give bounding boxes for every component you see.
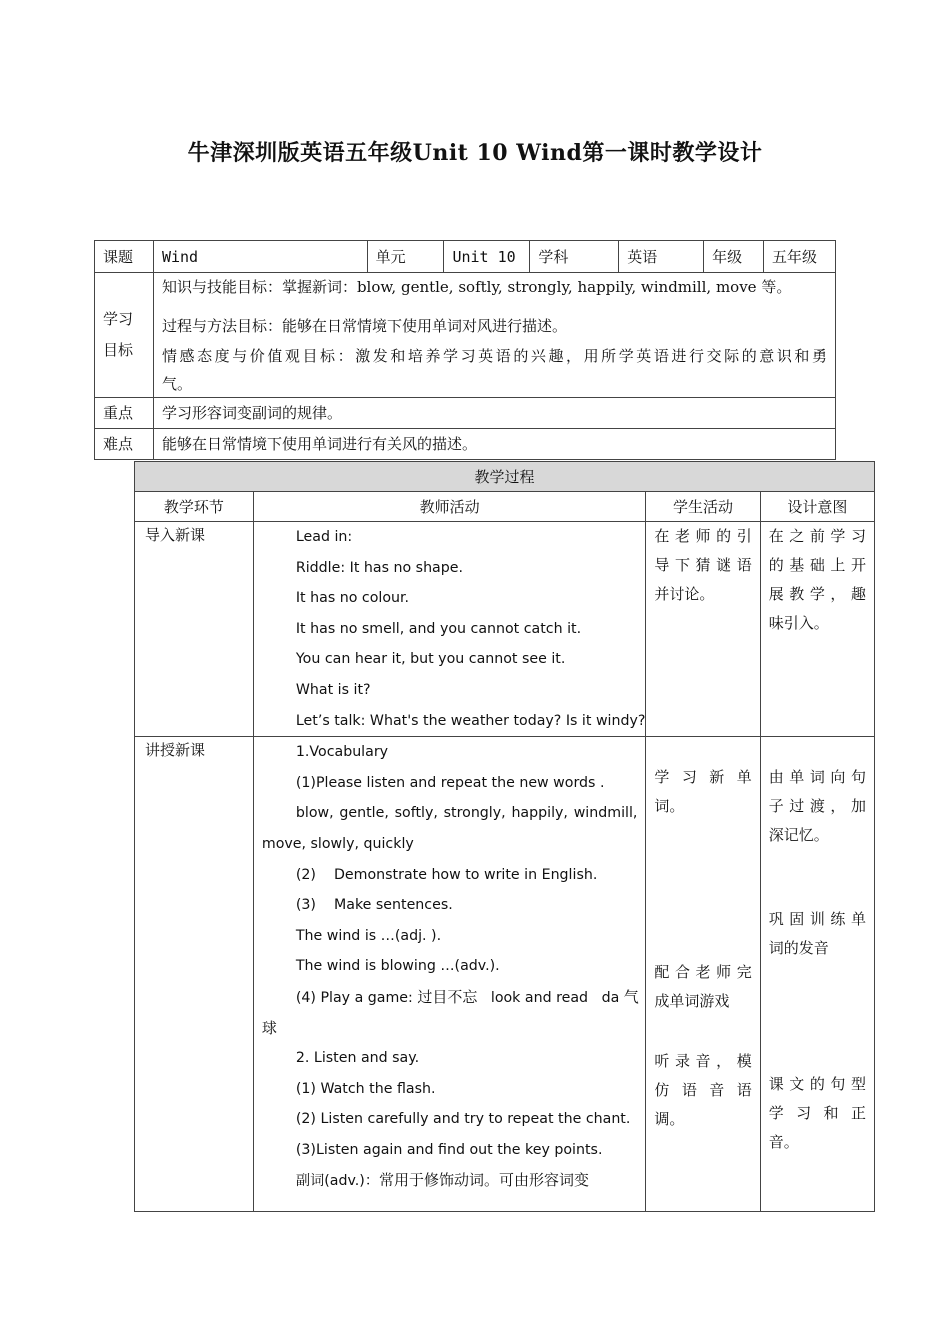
intent-line: 课文的句型 — [768, 1075, 866, 1094]
teacher-line: Riddle: It has no shape. — [295, 559, 463, 576]
subject-value: 英语 — [619, 241, 704, 273]
teacher-line: It has no smell, and you cannot catch it. — [295, 620, 582, 637]
grade-label: 年级 — [704, 241, 764, 273]
teacher-line: (2) Demonstrate how to write in English. — [295, 866, 598, 883]
col-teacher: 教师活动 — [253, 492, 646, 522]
intent-line: 味引入。 — [768, 614, 829, 632]
process-column-header-row — [135, 492, 875, 522]
lesson-info-table — [94, 240, 836, 460]
intent-line: 音。 — [768, 1133, 799, 1152]
teacher-line: The wind is …(adj. ). — [295, 927, 442, 944]
intro-row — [135, 522, 875, 737]
goal-process: 过程与方法目标：能够在日常情境下使用单词对风进行描述。 — [161, 317, 567, 335]
teacher-line-adverb: 副词(adv.)：常用于修饰动词。可由形容词变 — [295, 1171, 590, 1190]
intro-design-intent — [760, 522, 874, 737]
teacher-line: Lead in: — [295, 529, 353, 545]
teacher-line: (3) Make sentences. — [295, 897, 453, 914]
student-line: 听录音，模 — [654, 1052, 752, 1071]
intent-line: 巩固训练单 — [768, 910, 866, 929]
teacher-line: (1)Please listen and repeat the new words . — [295, 774, 605, 791]
teacher-line: blow, gentle, softly, strongly, happily, windmill, — [295, 805, 638, 822]
student-line: 在老师的引 — [654, 527, 752, 545]
unit-value: Unit 10 — [444, 241, 530, 273]
intro-student-activity — [646, 522, 760, 737]
new-lesson-row — [135, 737, 875, 1212]
teacher-line: (3)Listen again and find out the key points. — [295, 1141, 603, 1158]
intent-line: 由单词向句 — [768, 768, 866, 787]
goals-content — [153, 273, 835, 398]
col-student: 学生活动 — [646, 492, 760, 522]
goal-emotion: 情感态度与价值观目标：激发和培养学习英语的兴趣，用所学英语进行交际的意识和勇 — [161, 347, 827, 365]
key-label: 重点 — [95, 398, 154, 429]
difficulty-value: 能够在日常情境下使用单词进行有关风的描述。 — [153, 429, 835, 460]
goals-label-line-1: 学习 — [103, 310, 134, 328]
intent-line: 深记忆。 — [768, 826, 829, 845]
topic-value: Wind — [153, 241, 367, 273]
intro-stage: 导入新课 — [135, 522, 254, 737]
teacher-line-game: (4) Play a game: 过目不忘 look and read da 气 — [295, 987, 639, 1006]
goal-knowledge: 知识与技能目标：掌握新词：blow, gentle, softly, strongly, happily, windmill, move 等。 — [161, 278, 792, 296]
teacher-line: What is it? — [295, 681, 371, 698]
col-stage: 教学环节 — [135, 492, 254, 522]
teacher-line: 2. Listen and say. — [295, 1050, 420, 1067]
teacher-line: move, slowly, quickly — [261, 835, 414, 852]
col-intent: 设计意图 — [760, 492, 874, 522]
topic-label: 课题 — [95, 241, 154, 273]
goals-row — [95, 273, 836, 398]
difficulty-label: 难点 — [95, 429, 154, 460]
teacher-line: (1) Watch the flash. — [295, 1080, 436, 1097]
info-header-row — [95, 241, 836, 273]
new-lesson-student-activity — [646, 737, 760, 1212]
student-line: 配合老师完 — [654, 963, 752, 982]
teacher-line: The wind is blowing …(adv.). — [295, 958, 500, 975]
new-lesson-stage: 讲授新课 — [135, 737, 254, 1212]
key-value: 学习形容词变副词的规律。 — [153, 398, 835, 429]
student-line: 导下猜谜语 — [654, 556, 752, 574]
goal-emotion-cont: 气。 — [161, 375, 192, 393]
teacher-line: You can hear it, but you cannot see it. — [295, 651, 566, 668]
intent-line: 的基础上开 — [768, 556, 866, 574]
teacher-line: Let’s talk: What's the weather today? Is it windy? — [295, 712, 646, 729]
teacher-line: 球 — [261, 1018, 277, 1037]
grade-value: 五年级 — [764, 241, 836, 273]
teacher-line: (2) Listen carefully and try to repeat the chant. — [295, 1111, 631, 1128]
new-lesson-design-intent — [760, 737, 874, 1212]
new-lesson-teacher-activity — [253, 737, 646, 1212]
intent-line: 在之前学习 — [768, 527, 866, 545]
goals-label-line-2: 目标 — [103, 341, 134, 359]
student-line: 成单词游戏 — [654, 992, 730, 1011]
teacher-line: It has no colour. — [295, 590, 410, 607]
student-line: 仿语音语 — [654, 1081, 752, 1100]
student-line: 调。 — [654, 1110, 685, 1129]
intent-line: 词的发音 — [768, 939, 829, 958]
page-title: 牛津深圳版英语五年级Unit 10 Wind第一课时教学设计 — [187, 140, 763, 166]
student-line: 学习新单 — [654, 768, 752, 787]
intent-line: 子过渡，加 — [768, 797, 866, 816]
intent-line: 学习和正 — [768, 1104, 866, 1123]
subject-label: 学科 — [530, 241, 619, 273]
intro-teacher-activity — [253, 522, 646, 737]
unit-label: 单元 — [367, 241, 444, 273]
process-header: 教学过程 — [135, 462, 875, 492]
process-header-row — [135, 462, 875, 492]
student-line: 词。 — [654, 797, 685, 816]
difficulty-row — [95, 429, 836, 460]
key-row — [95, 398, 836, 429]
teacher-line: 1.Vocabulary — [295, 744, 389, 761]
intent-line: 展教学，趣 — [768, 585, 866, 603]
teaching-process-table — [134, 461, 875, 1212]
student-line: 并讨论。 — [654, 585, 715, 603]
goals-label — [95, 273, 154, 398]
